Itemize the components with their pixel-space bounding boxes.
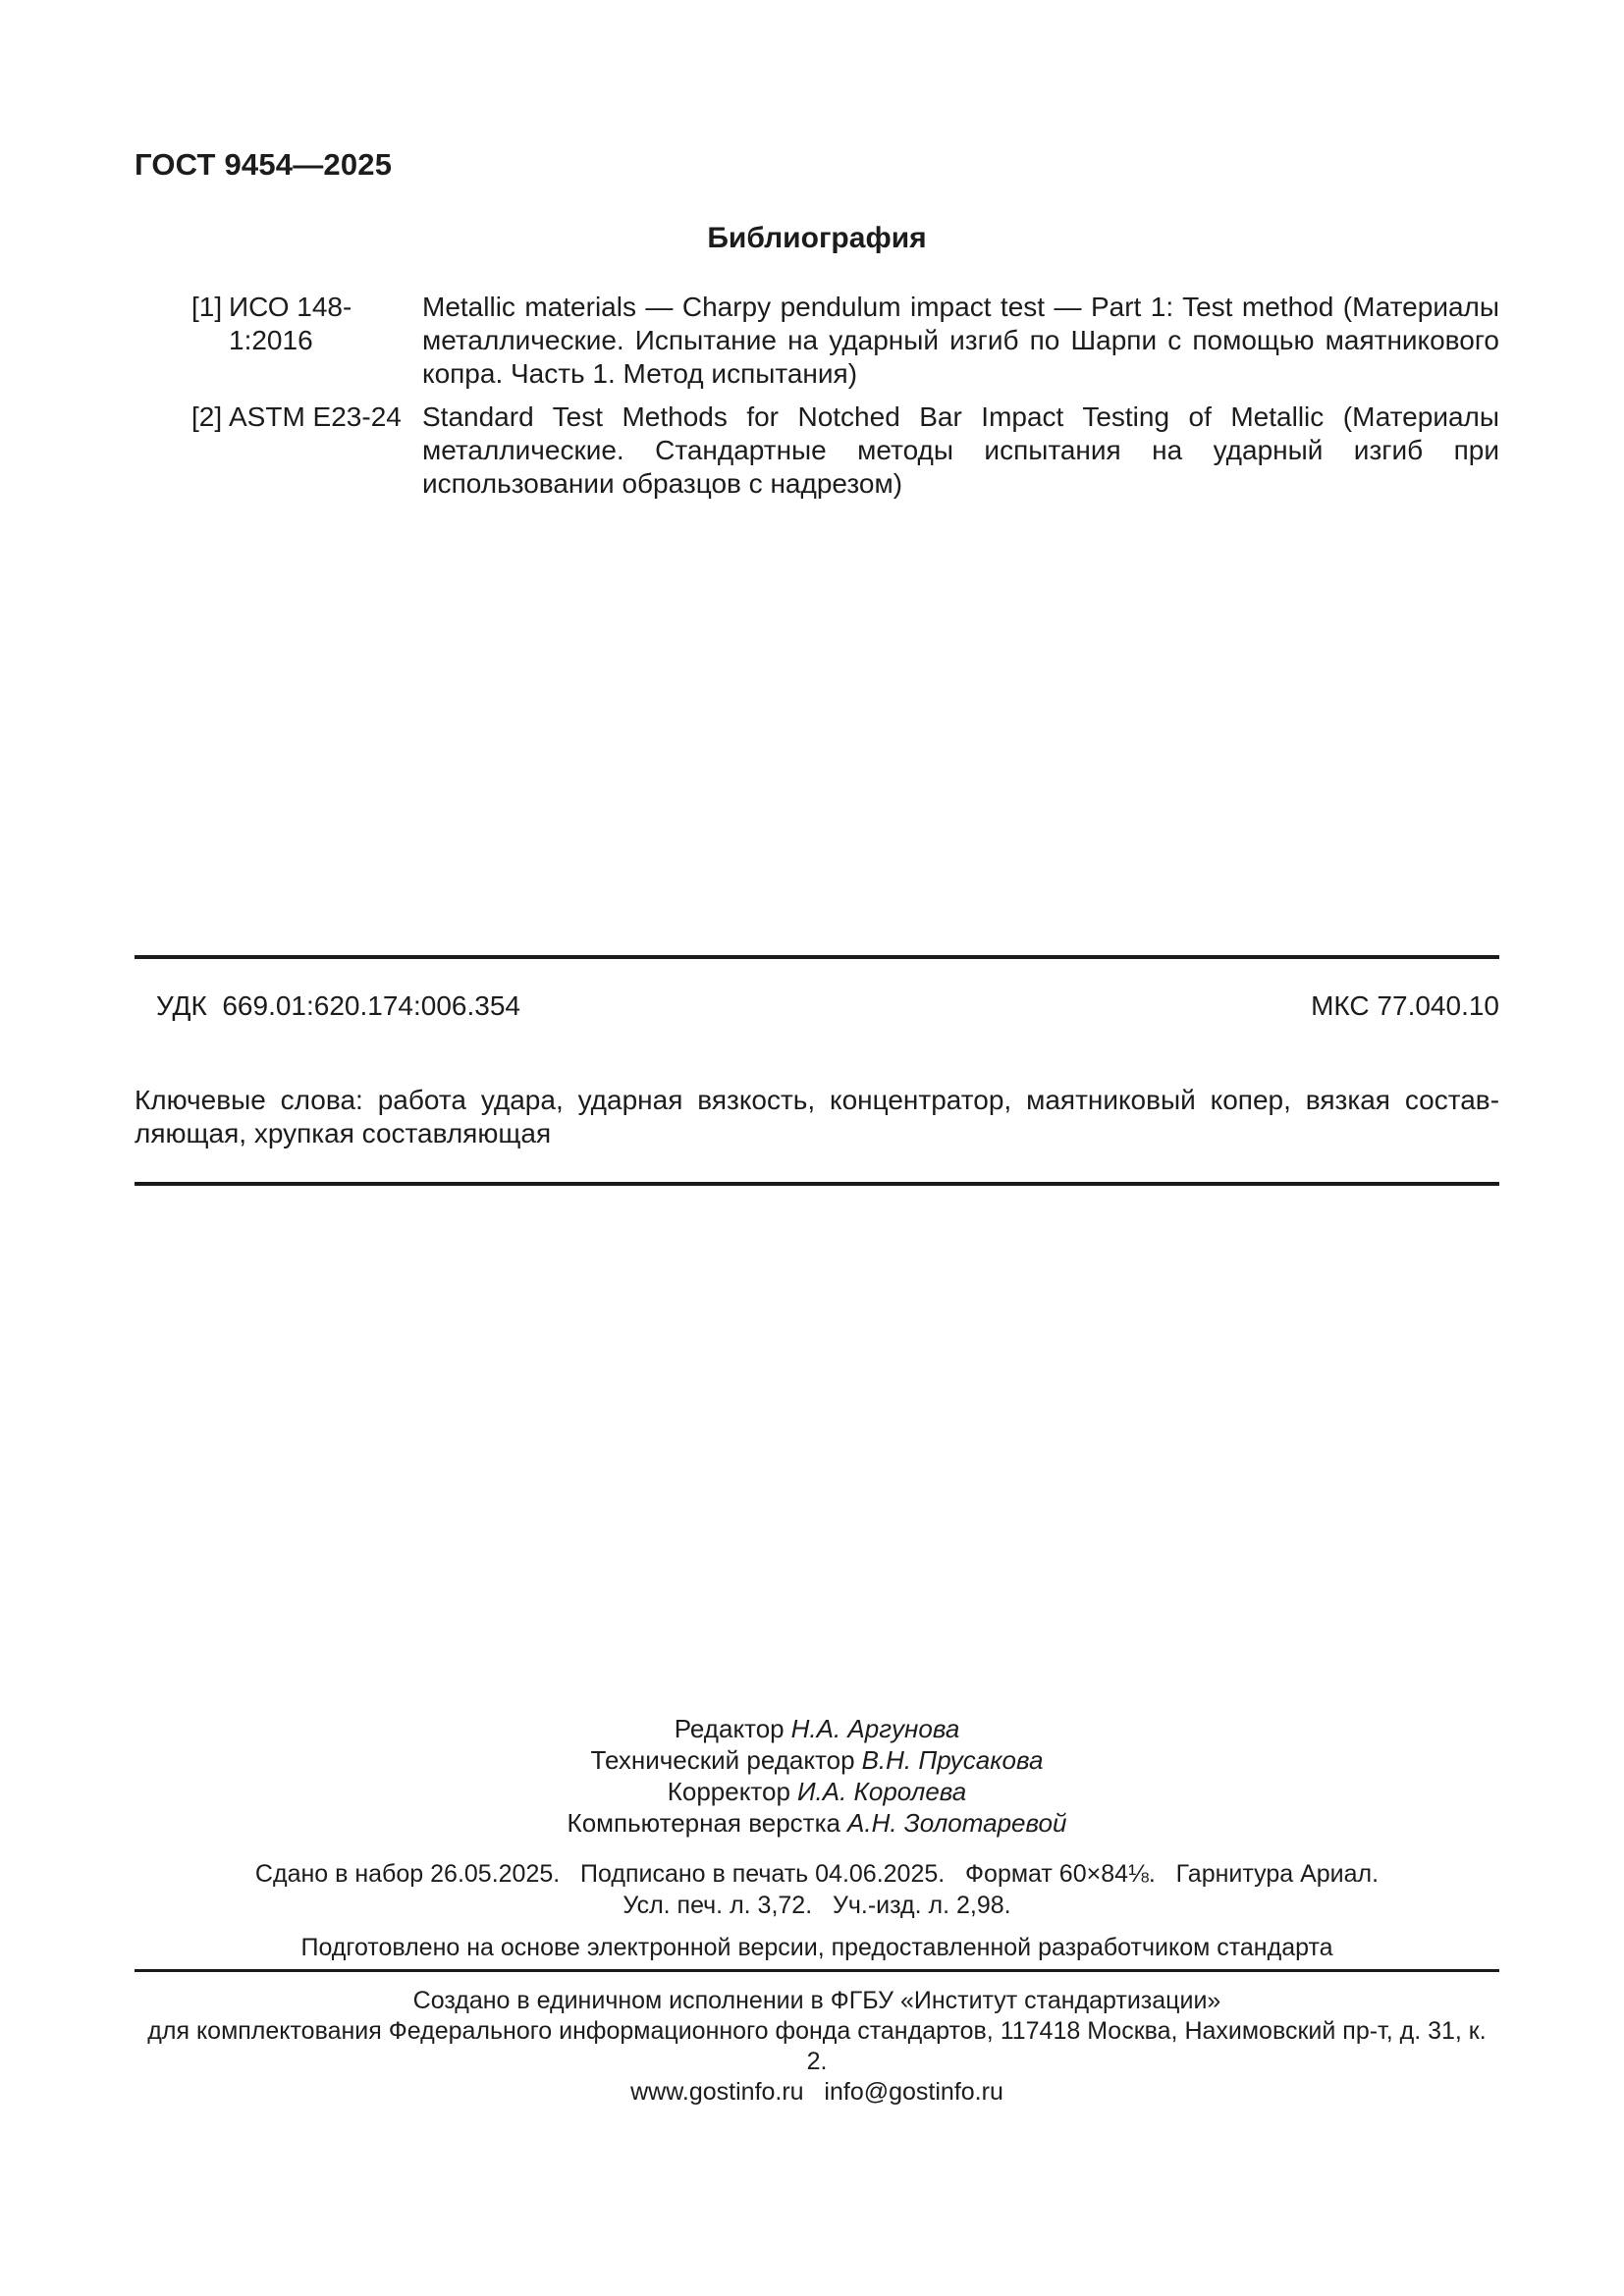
bibliography-entry [135,400,1499,501]
credit-name: А.Н. Золотаревой [847,1808,1067,1838]
credit-name: В.Н. Прусакова [861,1745,1044,1775]
bib-text: Standard Test Methods for Notched Bar Impact Testing of Metallic (Материалы металлические. Стандартные методы испытания на ударный изгиб при использовании образцов с надрезом) [422,401,1499,499]
mks-code: МКС 77.040.10 [1311,990,1499,1021]
bib-code: ASTM E23-24 [229,401,402,432]
credit-role: Корректор [667,1777,790,1806]
credit-line [135,1744,1499,1776]
credit-name: И.А. Королева [796,1777,967,1806]
divider-top [135,955,1499,959]
doc-code: ГОСТ 9454—2025 [135,147,393,182]
keywords-text: работа удара, ударная вязкость, концентратор, маятниковый копер, вязкая составляющая, хрупкая составляющая [135,1085,1500,1148]
credits-block [135,1713,1499,1839]
issuer-line-3: www.gostinfo.ru info@gostinfo.ru [630,2078,1003,2106]
divider-keywords [135,1182,1499,1186]
keywords-label: Ключевые слова: [135,1085,378,1115]
prepared-note: Подготовлено на основе электронной версии, предоставленной разработчиком стандарта [300,1934,1333,1961]
bibliography-list [135,291,1499,510]
credit-name: Н.А. Аргунова [790,1714,960,1743]
bibliography-title: Библиография [707,222,927,254]
divider-footer [135,1969,1499,1972]
issuer-line-2: для комплектования Федерального информационного фонда стандартов, 117418 Москва, Нахимовский пр-т, д. 31, к. 2. [147,2017,1487,2075]
bib-ref: [1] [191,292,223,322]
bibliography-entry [135,291,1499,391]
issuer-line-1: Создано в единичном исполнении в ФГБУ «Институт стандартизации» [412,1987,1221,2014]
credit-role: Технический редактор [590,1745,855,1775]
bib-ref: [2] [191,401,223,432]
issuer-block [135,1986,1499,2108]
imprint-block [135,1858,1499,1921]
udk-code: УДК 669.01:620.174:006.354 [156,990,520,1021]
bib-text: Metallic materials — Charpy pendulum impact test — Part 1: Test method (Материалы металлические. Испытание на ударный изгиб по Шарпи с помощью маятникового копра. Часть 1. Метод испытания) [422,292,1499,389]
credit-role: Редактор [674,1714,785,1743]
imprint-line-2: Усл. печ. л. 3,72. Уч.-изд. л. 2,98. [623,1892,1011,1919]
bib-code: ИСО 148-1:2016 [229,292,352,355]
classification-row [135,989,1499,1023]
keywords [135,1084,1499,1150]
credit-role: Компьютерная верстка [567,1808,840,1838]
credit-line [135,1713,1499,1744]
credit-line [135,1776,1499,1807]
imprint-line-1: Сдано в набор 26.05.2025. Подписано в печать 04.06.2025. Формат 60×84⅛. Гарнитура Ариал. [254,1860,1380,1888]
credit-line [135,1807,1499,1839]
